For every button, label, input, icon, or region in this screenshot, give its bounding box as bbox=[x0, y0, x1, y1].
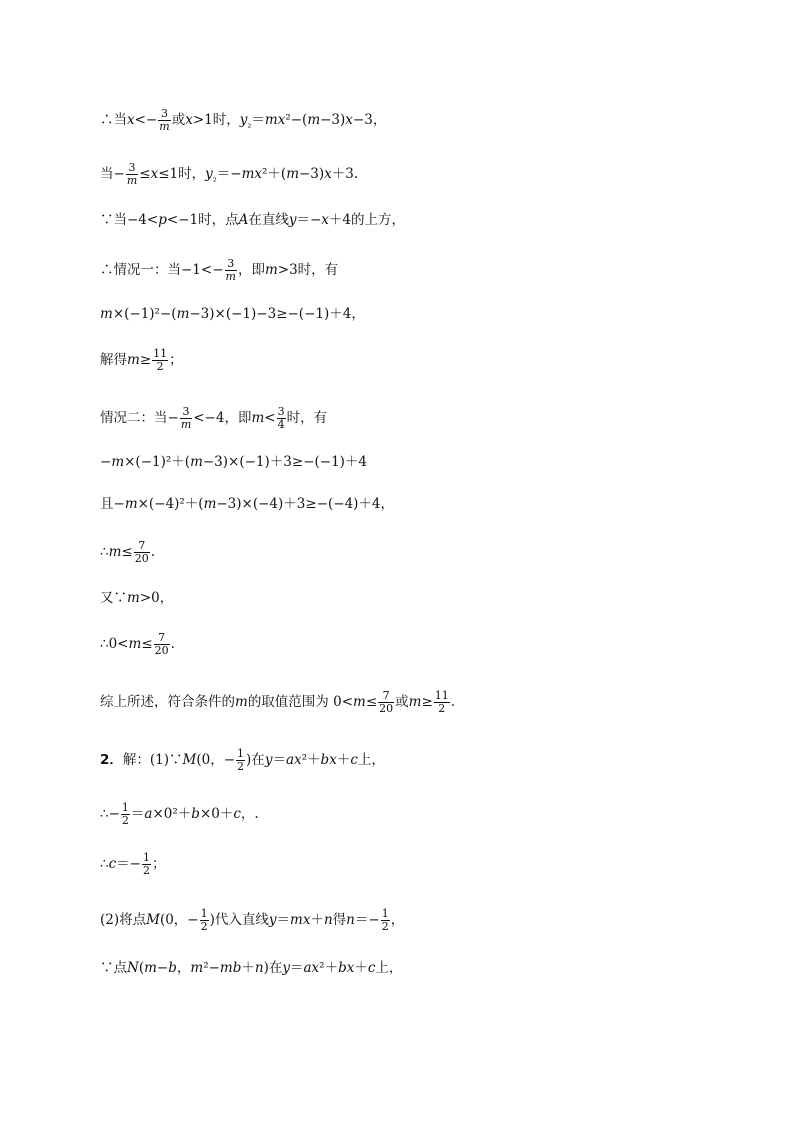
text: ＝ bbox=[276, 912, 291, 928]
var: b bbox=[168, 960, 177, 976]
line-12 bbox=[100, 632, 175, 657]
fraction bbox=[378, 690, 394, 715]
sub: ₂ bbox=[247, 119, 252, 131]
var: m bbox=[190, 960, 204, 976]
text: ＋ bbox=[241, 960, 255, 976]
numerator: 3 bbox=[225, 258, 237, 271]
var: x bbox=[127, 112, 135, 128]
text: ， bbox=[176, 960, 191, 976]
sub: ₂ bbox=[212, 173, 217, 185]
text: (2)将点 bbox=[100, 912, 147, 928]
text: ×(−1)²−( bbox=[112, 306, 177, 322]
text: ²＋ bbox=[319, 960, 339, 976]
numerator: 1 bbox=[200, 907, 208, 920]
numerator: 7 bbox=[134, 540, 150, 553]
var: x bbox=[254, 166, 262, 182]
var: m bbox=[100, 306, 113, 322]
fraction bbox=[134, 540, 150, 565]
text: ≤ bbox=[141, 636, 153, 652]
text: ≥ bbox=[421, 694, 433, 710]
text: ²＋( bbox=[262, 166, 287, 182]
text: ×0²＋ bbox=[152, 806, 192, 822]
text: ∴ bbox=[100, 544, 109, 560]
line-2 bbox=[100, 162, 358, 190]
text: ＝ bbox=[130, 806, 145, 822]
fraction bbox=[121, 802, 130, 827]
text: ＋ bbox=[310, 912, 324, 928]
text: . bbox=[150, 544, 156, 560]
text: 解：(1)∵ bbox=[122, 752, 183, 768]
text: ≥ bbox=[139, 352, 152, 368]
denominator: 2 bbox=[381, 920, 389, 933]
numerator: 3 bbox=[277, 405, 285, 418]
text: 且− bbox=[100, 496, 125, 512]
var: x bbox=[324, 166, 332, 182]
fraction bbox=[434, 690, 450, 715]
text: ，即 bbox=[237, 262, 265, 278]
var: m bbox=[307, 112, 321, 128]
var: m bbox=[124, 496, 138, 512]
numerator: 11 bbox=[434, 689, 449, 702]
line-4 bbox=[100, 258, 338, 283]
var: m bbox=[408, 694, 422, 710]
var: bx bbox=[320, 752, 337, 768]
var: c bbox=[367, 960, 376, 976]
text: <−4，即 bbox=[193, 410, 252, 426]
text: 或 bbox=[395, 694, 409, 710]
text: <− bbox=[134, 112, 158, 128]
line-16 bbox=[100, 852, 165, 877]
var: M bbox=[146, 912, 160, 928]
var: N bbox=[127, 960, 139, 976]
text: ≤1时， bbox=[158, 166, 206, 182]
text: ， bbox=[390, 912, 405, 928]
denominator: 4 bbox=[277, 418, 285, 431]
text: ＝ bbox=[251, 112, 265, 128]
text: − bbox=[156, 960, 169, 976]
var: m bbox=[353, 694, 366, 710]
denominator: 2 bbox=[237, 760, 245, 773]
denominator: 2 bbox=[121, 814, 129, 827]
var: y bbox=[205, 166, 213, 182]
text: ≤ bbox=[139, 166, 151, 182]
var: m bbox=[203, 496, 217, 512]
var: x bbox=[150, 166, 159, 182]
fraction bbox=[236, 748, 245, 773]
var: m bbox=[264, 262, 278, 278]
var: c bbox=[108, 856, 117, 872]
text: 综上所述，符合条件的 bbox=[100, 694, 235, 710]
var: m bbox=[264, 112, 278, 128]
text: 得 bbox=[332, 912, 347, 928]
line-9 bbox=[100, 494, 394, 514]
text: ； bbox=[151, 856, 166, 872]
var: b bbox=[191, 806, 200, 822]
fraction bbox=[200, 908, 209, 933]
var: M bbox=[182, 752, 197, 768]
line-13 bbox=[100, 690, 455, 715]
var: n bbox=[346, 912, 355, 928]
text: )在 bbox=[246, 752, 265, 768]
var: m bbox=[127, 590, 140, 606]
var: a bbox=[144, 806, 153, 822]
var: n bbox=[254, 960, 264, 976]
numerator: 3 bbox=[126, 162, 138, 175]
text: (0，− bbox=[159, 912, 199, 928]
denominator: 20 bbox=[154, 644, 169, 657]
text: ＋ bbox=[336, 752, 351, 768]
line-14 bbox=[100, 748, 385, 773]
line-11 bbox=[100, 588, 173, 608]
line-3 bbox=[100, 210, 405, 230]
var: m bbox=[176, 306, 190, 322]
text: ＝− bbox=[216, 166, 242, 182]
fraction bbox=[225, 258, 237, 283]
text: >0， bbox=[139, 590, 174, 606]
text: −3)×(−4)＋3≥−(−4)＋4， bbox=[216, 496, 395, 512]
line-18 bbox=[100, 958, 402, 978]
var: c bbox=[233, 806, 241, 822]
denominator: 2 bbox=[142, 864, 150, 877]
text: ＝− bbox=[354, 912, 380, 928]
numerator: 7 bbox=[154, 632, 170, 645]
text: −3) bbox=[320, 112, 346, 128]
text: −3)×(−1)−3≥−(−1)＋4， bbox=[189, 306, 365, 322]
var: y bbox=[288, 212, 297, 228]
text: 当− bbox=[100, 166, 125, 182]
var: x bbox=[277, 112, 286, 128]
var: m bbox=[286, 166, 299, 182]
text: ∴情况一：当−1<− bbox=[100, 262, 224, 278]
fraction bbox=[180, 406, 192, 431]
fraction bbox=[126, 162, 138, 187]
text: )代入直线 bbox=[209, 912, 269, 928]
line-6 bbox=[100, 348, 183, 373]
text: ＝− bbox=[116, 856, 141, 872]
var: y bbox=[268, 912, 277, 928]
var: y bbox=[264, 752, 273, 768]
text: <−1时，点 bbox=[166, 212, 239, 228]
fraction bbox=[381, 908, 390, 933]
text: ∴0< bbox=[100, 636, 129, 652]
numerator: 3 bbox=[158, 108, 170, 121]
var: bx bbox=[338, 960, 355, 976]
text: ∴ bbox=[100, 856, 109, 872]
line-7 bbox=[100, 406, 327, 431]
var: mb bbox=[219, 960, 242, 976]
var: x bbox=[321, 212, 329, 228]
line-8 bbox=[100, 452, 367, 472]
text: ∴当 bbox=[100, 112, 127, 128]
denominator: m bbox=[180, 418, 192, 431]
fraction bbox=[158, 108, 170, 133]
fraction bbox=[277, 406, 286, 431]
text: −3)×(−1)＋3≥−(−1)＋4 bbox=[202, 454, 368, 470]
var: m bbox=[128, 636, 142, 652]
line-17 bbox=[100, 908, 404, 933]
text: 或 bbox=[171, 112, 186, 128]
text: ＝− bbox=[296, 212, 322, 228]
numerator: 1 bbox=[121, 801, 129, 814]
text: . bbox=[170, 636, 175, 652]
denominator: 20 bbox=[134, 552, 149, 565]
var: x bbox=[345, 112, 353, 128]
text: ∵当−4< bbox=[100, 212, 159, 228]
text: )在 bbox=[263, 960, 283, 976]
text: ∴− bbox=[100, 806, 120, 822]
text: ²− bbox=[203, 960, 220, 976]
denominator: m bbox=[159, 120, 170, 133]
text: ∵点 bbox=[100, 960, 127, 976]
var: n bbox=[323, 912, 333, 928]
var: ax bbox=[303, 960, 320, 976]
var: m bbox=[144, 960, 157, 976]
line-15 bbox=[100, 802, 259, 827]
denominator: m bbox=[225, 270, 236, 283]
var: m bbox=[190, 454, 203, 470]
numerator: 1 bbox=[237, 747, 245, 760]
text: 情况二：当− bbox=[100, 410, 179, 426]
var: A bbox=[238, 212, 249, 228]
var: p bbox=[158, 212, 167, 228]
text: ×(−1)²＋( bbox=[124, 454, 191, 470]
text: < bbox=[264, 410, 276, 426]
text: ²−( bbox=[285, 112, 308, 128]
fraction bbox=[154, 632, 170, 657]
denominator: 2 bbox=[438, 702, 446, 715]
text: ( bbox=[138, 960, 145, 976]
text: ，. bbox=[240, 806, 259, 822]
line-1 bbox=[100, 108, 386, 136]
var: m bbox=[127, 352, 140, 368]
text: 又∵ bbox=[100, 590, 127, 606]
text: . bbox=[450, 694, 456, 710]
line-5 bbox=[100, 304, 365, 324]
denominator: m bbox=[126, 174, 138, 187]
var: m bbox=[235, 694, 248, 710]
denominator: 2 bbox=[156, 360, 164, 373]
numerator: 11 bbox=[153, 347, 168, 360]
var: mx bbox=[290, 912, 311, 928]
text: ²＋ bbox=[301, 752, 321, 768]
var: m bbox=[108, 544, 122, 560]
numerator: 1 bbox=[381, 907, 389, 920]
text: 上， bbox=[357, 752, 385, 768]
text: ＋ bbox=[354, 960, 368, 976]
text: −3， bbox=[352, 112, 387, 128]
denominator: 20 bbox=[379, 702, 394, 715]
text: ＝ bbox=[272, 752, 286, 768]
fraction bbox=[152, 348, 168, 373]
var: m bbox=[241, 166, 255, 182]
text: −3) bbox=[299, 166, 325, 182]
text: ≤ bbox=[121, 544, 133, 560]
text: ×0＋ bbox=[199, 806, 234, 822]
text: − bbox=[100, 454, 112, 470]
denominator: 2 bbox=[200, 920, 208, 933]
text: 上， bbox=[375, 960, 403, 976]
text: ； bbox=[169, 352, 183, 368]
fraction bbox=[142, 852, 151, 877]
var: y bbox=[239, 112, 248, 128]
var: ax bbox=[285, 752, 302, 768]
text: ×(−4)²＋( bbox=[137, 496, 204, 512]
text: 解得 bbox=[100, 352, 127, 368]
text: ＝ bbox=[290, 960, 304, 976]
question-number: 2． bbox=[100, 752, 123, 768]
var: c bbox=[350, 752, 358, 768]
var: x bbox=[185, 112, 193, 128]
text: 的取值范围为 0< bbox=[247, 694, 354, 710]
text: >1时， bbox=[192, 112, 240, 128]
text: (0，− bbox=[196, 752, 236, 768]
text: >3时，有 bbox=[277, 262, 339, 278]
text: 在直线 bbox=[248, 212, 289, 228]
text: 时，有 bbox=[286, 410, 328, 426]
line-10 bbox=[100, 540, 155, 565]
text: ＋3. bbox=[331, 166, 359, 182]
text: ＋4的上方， bbox=[328, 212, 406, 228]
var: m bbox=[251, 410, 265, 426]
numerator: 1 bbox=[142, 851, 150, 864]
numerator: 7 bbox=[378, 690, 394, 703]
text: ≤ bbox=[365, 694, 378, 710]
var: y bbox=[282, 960, 290, 976]
numerator: 3 bbox=[180, 406, 192, 419]
var: m bbox=[111, 454, 125, 470]
